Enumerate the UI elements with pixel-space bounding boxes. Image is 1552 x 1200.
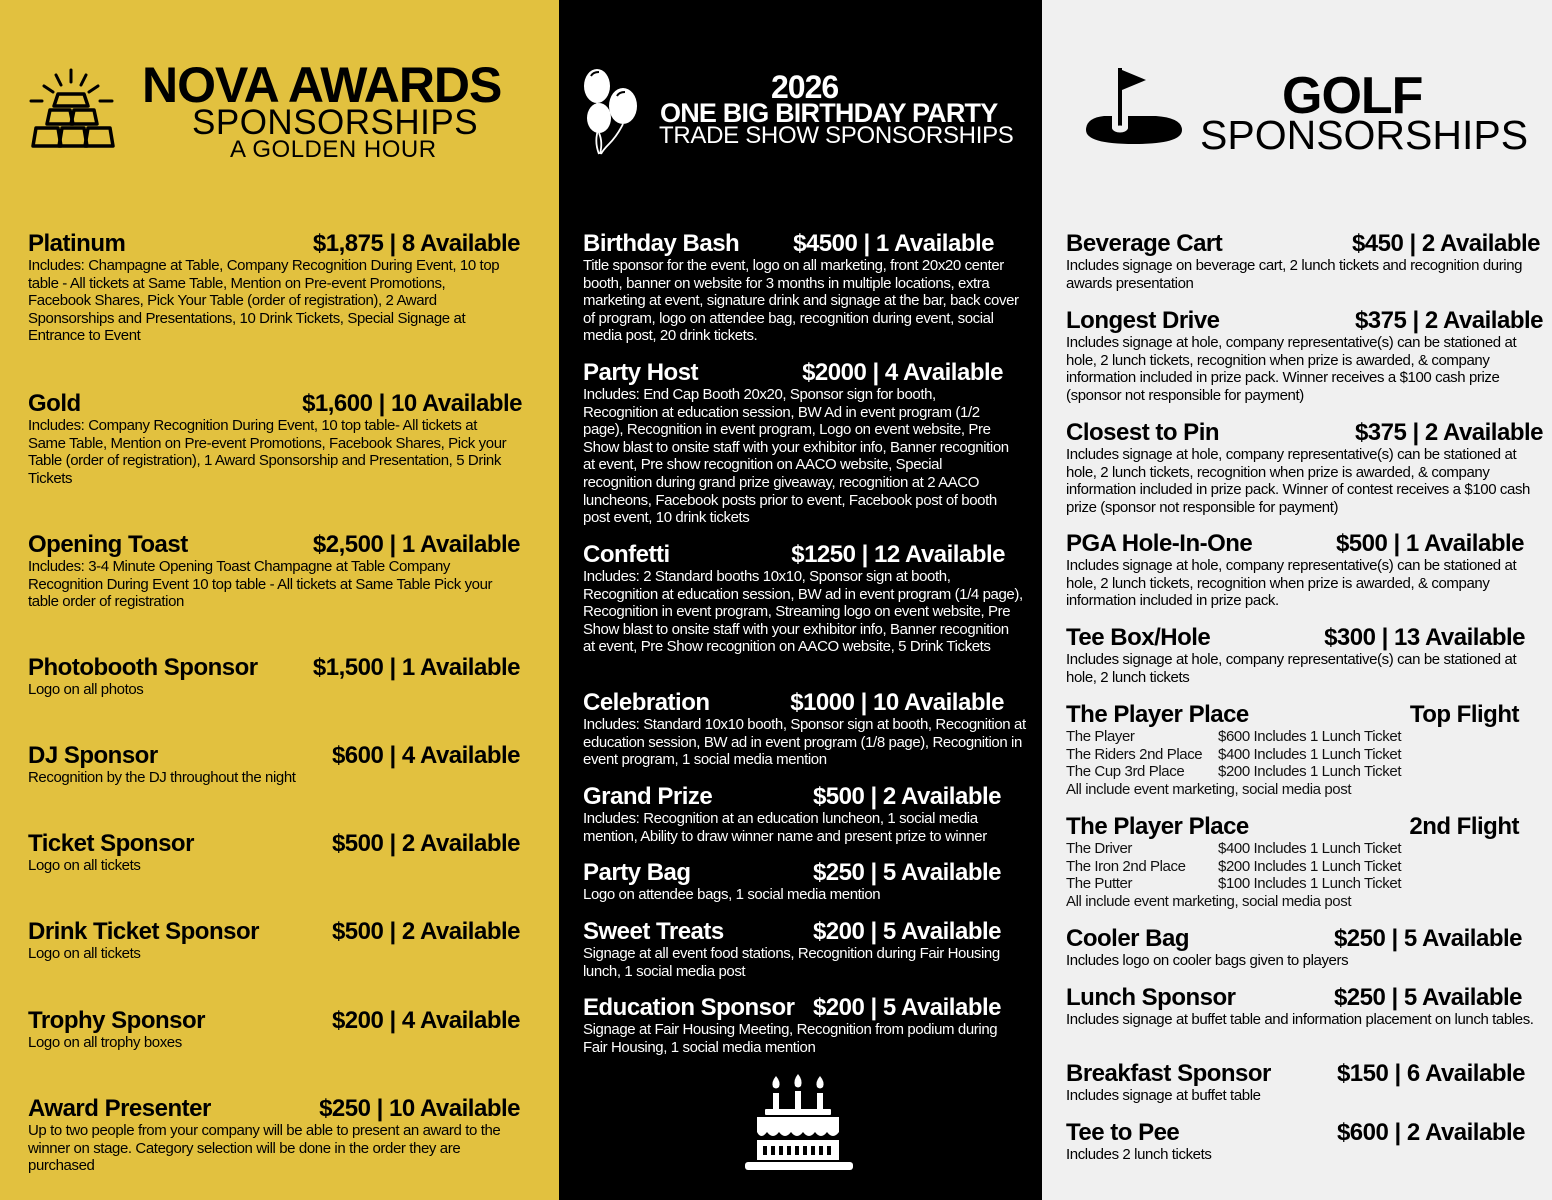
- item-name: Lunch Sponsor: [1066, 984, 1236, 1011]
- item-name: The Player Place: [1066, 813, 1249, 840]
- golf-subtitle: SPONSORSHIPS: [1200, 112, 1529, 158]
- prize-label: The Driver: [1066, 840, 1133, 857]
- golf-flag-icon: [1084, 66, 1184, 148]
- prize-row: [1066, 746, 1519, 764]
- prize-value: $200 Includes 1 Lunch Ticket: [1218, 763, 1402, 781]
- item-description: Includes signage at hole, company representative(s) can be stationed at hole, 2 lunch tickets, recognition when prize is awarded, & company information included in prize pack. Winner receives a $100 cash prize (sponsor not responsible for payment): [1066, 334, 1517, 404]
- item-name: The Player Place: [1066, 701, 1249, 728]
- item-name: Platinum: [28, 230, 126, 257]
- sponsorship-item: [1066, 531, 1524, 610]
- item-description: Logo on all tickets: [28, 945, 141, 962]
- sponsorship-item: [28, 831, 520, 875]
- item-name: Award Presenter: [28, 1095, 211, 1122]
- prize-value: $400 Includes 1 Lunch Ticket: [1218, 745, 1402, 763]
- prize-value: $400 Includes 1 Lunch Ticket: [1218, 840, 1402, 857]
- item-price: $250 | 5 Available: [1333, 925, 1522, 952]
- item-price: $1250 | 12 Available: [791, 541, 1005, 568]
- prize-row: [1066, 763, 1519, 781]
- nova-title: NOVA AWARDS: [142, 57, 502, 113]
- party-year: 2026: [771, 69, 839, 105]
- item-name: Sweet Treats: [583, 918, 724, 945]
- item-description: Logo on all tickets: [28, 857, 141, 874]
- item-name: Breakfast Sponsor: [1066, 1060, 1271, 1087]
- item-name: Party Bag: [583, 859, 691, 886]
- sponsorship-item: [28, 1096, 520, 1175]
- item-price: $1000 | 10 Available: [790, 689, 1004, 716]
- golf-column: [1042, 0, 1552, 1200]
- sponsorship-item: [583, 360, 1029, 527]
- item-description: Signage at all event food stations, Recognition during Fair Housing lunch, 1 social media post: [583, 945, 1000, 980]
- item-description: Includes 2 lunch tickets: [1066, 1146, 1212, 1163]
- sponsorship-item: [1066, 1120, 1525, 1164]
- sponsorship-item: [28, 743, 520, 787]
- item-name: Education Sponsor: [583, 994, 795, 1021]
- gold-bars-icon: [28, 66, 118, 156]
- item-name: Ticket Sponsor: [28, 830, 194, 857]
- item-price: $1,600 | 10 Available: [302, 390, 522, 417]
- item-price: $375 | 2 Available: [1354, 419, 1543, 446]
- sponsorship-item: [583, 542, 1029, 656]
- prize-label: The Putter: [1066, 875, 1133, 893]
- item-price: $1,875 | 8 Available: [312, 230, 520, 257]
- item-description: Includes signage at hole, company representative(s) can be stationed at hole, 2 lunch tickets, recognition when prize is awarded, & company information included in prize pack.: [1066, 557, 1517, 610]
- item-name: Trophy Sponsor: [28, 1007, 206, 1034]
- balloons-icon: [579, 66, 643, 158]
- prize-row: [1066, 858, 1519, 876]
- prize-label: The Player: [1066, 728, 1135, 745]
- item-name: PGA Hole-In-One: [1066, 530, 1253, 557]
- item-name: Birthday Bash: [583, 230, 740, 257]
- item-name: Tee to Pee: [1066, 1119, 1180, 1146]
- sponsorship-item: [1066, 231, 1540, 292]
- sponsorship-item: [28, 391, 522, 487]
- item-price: $500 | 1 Available: [1335, 530, 1524, 557]
- item-description: Includes: 2 Standard booths 10x10, Sponsor sign at booth, Recognition at education session, BW ad in event program (1/4 page), Recognition in event program, Streaming logo on event website, Pre Show blast to onsite staff with your exhibitor info, Banner recognition at event, Pre Show recognition on AACO website, 5 Drink Tickets: [583, 568, 1023, 656]
- item-description: Includes: Recognition at an education luncheon, 1 social media mention, Ability to draw winner name and present prize to winner: [583, 810, 987, 845]
- sponsorship-item: [583, 919, 1029, 980]
- item-description: Includes: End Cap Booth 20x20, Sponsor sign for booth, Recognition at education session, BW Ad in event program (1/2 page), Recognition in event program, Logo on event website, Pre Show blast to onsite staff with your exhibitor info, Banner recognition at event, Pre show recognition on AACO website, Special recognition during grand prize giveaway, recognition at 2 AACO luncheons, Facebook posts prior to event, Facebook post of booth post event, 10 drink tickets: [583, 386, 1009, 527]
- item-price: $250 | 5 Available: [1333, 984, 1522, 1011]
- item-price: $200 | 5 Available: [812, 994, 1001, 1021]
- item-description: Logo on all photos: [28, 681, 144, 698]
- party-title: ONE BIG BIRTHDAY PARTY: [660, 98, 998, 128]
- item-price: $600 | 2 Available: [1336, 1119, 1525, 1146]
- item-price: $200 | 5 Available: [812, 918, 1001, 945]
- player-place-second-flight: [1066, 814, 1519, 910]
- item-description: Includes signage at buffet table and information placement on lunch tables.: [1066, 1011, 1534, 1028]
- sponsorship-item: [1066, 625, 1525, 686]
- sponsorship-item: [583, 784, 1029, 845]
- item-description: Up to two people from your company will be able to present an award to the winner on stage. Category selection will be done in the order they are purchased: [28, 1122, 501, 1175]
- item-price: $200 | 4 Available: [331, 1007, 520, 1034]
- item-price: $250 | 5 Available: [812, 859, 1001, 886]
- sponsorship-item: [1066, 926, 1522, 970]
- item-name: Beverage Cart: [1066, 230, 1223, 257]
- item-name: Longest Drive: [1066, 307, 1220, 334]
- flight-label: Top Flight: [1409, 701, 1519, 728]
- sponsorship-item: [583, 860, 1029, 904]
- flight-label: 2nd Flight: [1409, 813, 1519, 840]
- item-description: Recognition by the DJ throughout the night: [28, 769, 296, 786]
- item-name: Grand Prize: [583, 783, 713, 810]
- item-description: Includes: 3-4 Minute Opening Toast Champagne at Table Company Recognition During Event 10 top table - All tickets at Same Table Pick your table order of registration: [28, 558, 493, 611]
- item-description: Includes: Company Recognition During Event, 10 top table- All tickets at Same Table, Mention on Pre-event Promotions, Facebook Shares, Pick your Table (order of registration), 1 Award Sponsorship and Presentation, 5 Drink Tickets: [28, 417, 507, 487]
- prize-value: $100 Includes 1 Lunch Ticket: [1218, 875, 1402, 893]
- item-description: Title sponsor for the event, logo on all marketing, front 20x20 center booth, banner on website for 3 months in multiple locations, extra marketing at event, signature drink and signage at the bar, back cover of program, logo on attendee bag, recognition during event, social media post, 20 drink tickets.: [583, 257, 1019, 345]
- prize-value: $600 Includes 1 Lunch Ticket: [1218, 728, 1402, 745]
- nova-tagline: A GOLDEN HOUR: [230, 136, 437, 163]
- item-price: $1,500 | 1 Available: [312, 654, 520, 681]
- item-description: Includes signage at buffet table: [1066, 1087, 1261, 1104]
- prize-note: All include event marketing, social media post: [1066, 780, 1352, 798]
- item-price: $600 | 4 Available: [331, 742, 520, 769]
- prize-row: [1066, 840, 1519, 858]
- item-name: Confetti: [583, 541, 670, 568]
- item-description: Includes signage on beverage cart, 2 lunch tickets and recognition during awards presentation: [1066, 257, 1523, 292]
- sponsorship-item: [1066, 984, 1534, 1029]
- sponsorship-item: [583, 690, 1029, 769]
- nova-awards-column: [0, 0, 559, 1200]
- party-subtitle: TRADE SHOW SPONSORSHIPS: [659, 122, 1014, 149]
- item-description: Includes: Champagne at Table, Company Recognition During Event, 10 top table - All tickets at Same Table, Mention on Pre-event Promotions, Facebook Shares, Pick Your Table (order of registration), 2 Award Sponsorships and Presentations, 10 Drink Tickets, Special Signage at Entrance to Event: [28, 257, 500, 345]
- sponsorship-item: [1066, 1061, 1525, 1105]
- item-price: $2000 | 4 Available: [802, 359, 1003, 386]
- player-place-top-flight: [1066, 702, 1519, 798]
- sponsorship-item: [28, 231, 520, 345]
- prize-label: The Iron 2nd Place: [1066, 857, 1186, 875]
- item-description: Logo on all trophy boxes: [28, 1034, 182, 1051]
- sponsorship-item: [28, 1008, 520, 1052]
- sponsorship-item: [1066, 308, 1543, 404]
- item-name: Closest to Pin: [1066, 419, 1220, 446]
- item-price: $300 | 13 Available: [1324, 624, 1525, 651]
- item-description: Includes signage at hole, company representative(s) can be stationed at hole, 2 lunch tickets, recognition when prize is awarded, & company information included in prize pack. Winner of contest receives a $100 cash prize (sponsor not responsible for payment): [1066, 446, 1530, 516]
- item-name: Gold: [28, 390, 81, 417]
- sponsorship-item: [583, 995, 1029, 1056]
- item-name: Celebration: [583, 689, 710, 716]
- sponsorship-item: [583, 231, 1029, 345]
- item-name: Drink Ticket Sponsor: [28, 918, 259, 945]
- prize-row: [1066, 875, 1519, 893]
- item-price: $500 | 2 Available: [331, 918, 520, 945]
- item-price: $450 | 2 Available: [1351, 230, 1540, 257]
- item-name: DJ Sponsor: [28, 742, 158, 769]
- item-name: Opening Toast: [28, 531, 188, 558]
- prize-note: All include event marketing, social media post: [1066, 892, 1352, 910]
- item-description: Includes: Standard 10x10 booth, Sponsor sign at booth, Recognition at education session, BW ad in event program (1/8 page), Recognition in event program, 1 social media mention: [583, 716, 1026, 769]
- item-description: Logo on attendee bags, 1 social media mention: [583, 886, 881, 903]
- item-price: $500 | 2 Available: [331, 830, 520, 857]
- item-price: $2,500 | 1 Available: [312, 531, 520, 558]
- birthday-cake-icon: [743, 1074, 855, 1178]
- sponsorship-item: [28, 919, 520, 963]
- item-description: Includes signage at hole, company representative(s) can be stationed at hole, 2 lunch tickets: [1066, 651, 1517, 686]
- golf-title: GOLF: [1282, 67, 1423, 125]
- prize-row: [1066, 728, 1519, 746]
- sponsorship-item: [28, 655, 520, 699]
- item-price: $500 | 2 Available: [812, 783, 1001, 810]
- item-price: $250 | 10 Available: [319, 1095, 520, 1122]
- item-price: $150 | 6 Available: [1336, 1060, 1525, 1087]
- prize-value: $200 Includes 1 Lunch Ticket: [1218, 857, 1402, 875]
- item-price: $375 | 2 Available: [1354, 307, 1543, 334]
- item-name: Photobooth Sponsor: [28, 654, 258, 681]
- sponsorship-item: [28, 532, 520, 611]
- sponsorship-item: [1066, 420, 1543, 516]
- item-name: Cooler Bag: [1066, 925, 1190, 952]
- item-name: Tee Box/Hole: [1066, 624, 1211, 651]
- item-name: Party Host: [583, 359, 699, 386]
- prize-label: The Riders 2nd Place: [1066, 745, 1203, 763]
- item-description: Signage at Fair Housing Meeting, Recognition from podium during Fair Housing, 1 social media mention: [583, 1021, 998, 1056]
- nova-subtitle: SPONSORSHIPS: [192, 103, 479, 142]
- item-description: Includes logo on cooler bags given to players: [1066, 952, 1349, 969]
- item-price: $4500 | 1 Available: [793, 230, 994, 257]
- birthday-party-column: [559, 0, 1042, 1200]
- prize-label: The Cup 3rd Place: [1066, 763, 1185, 781]
